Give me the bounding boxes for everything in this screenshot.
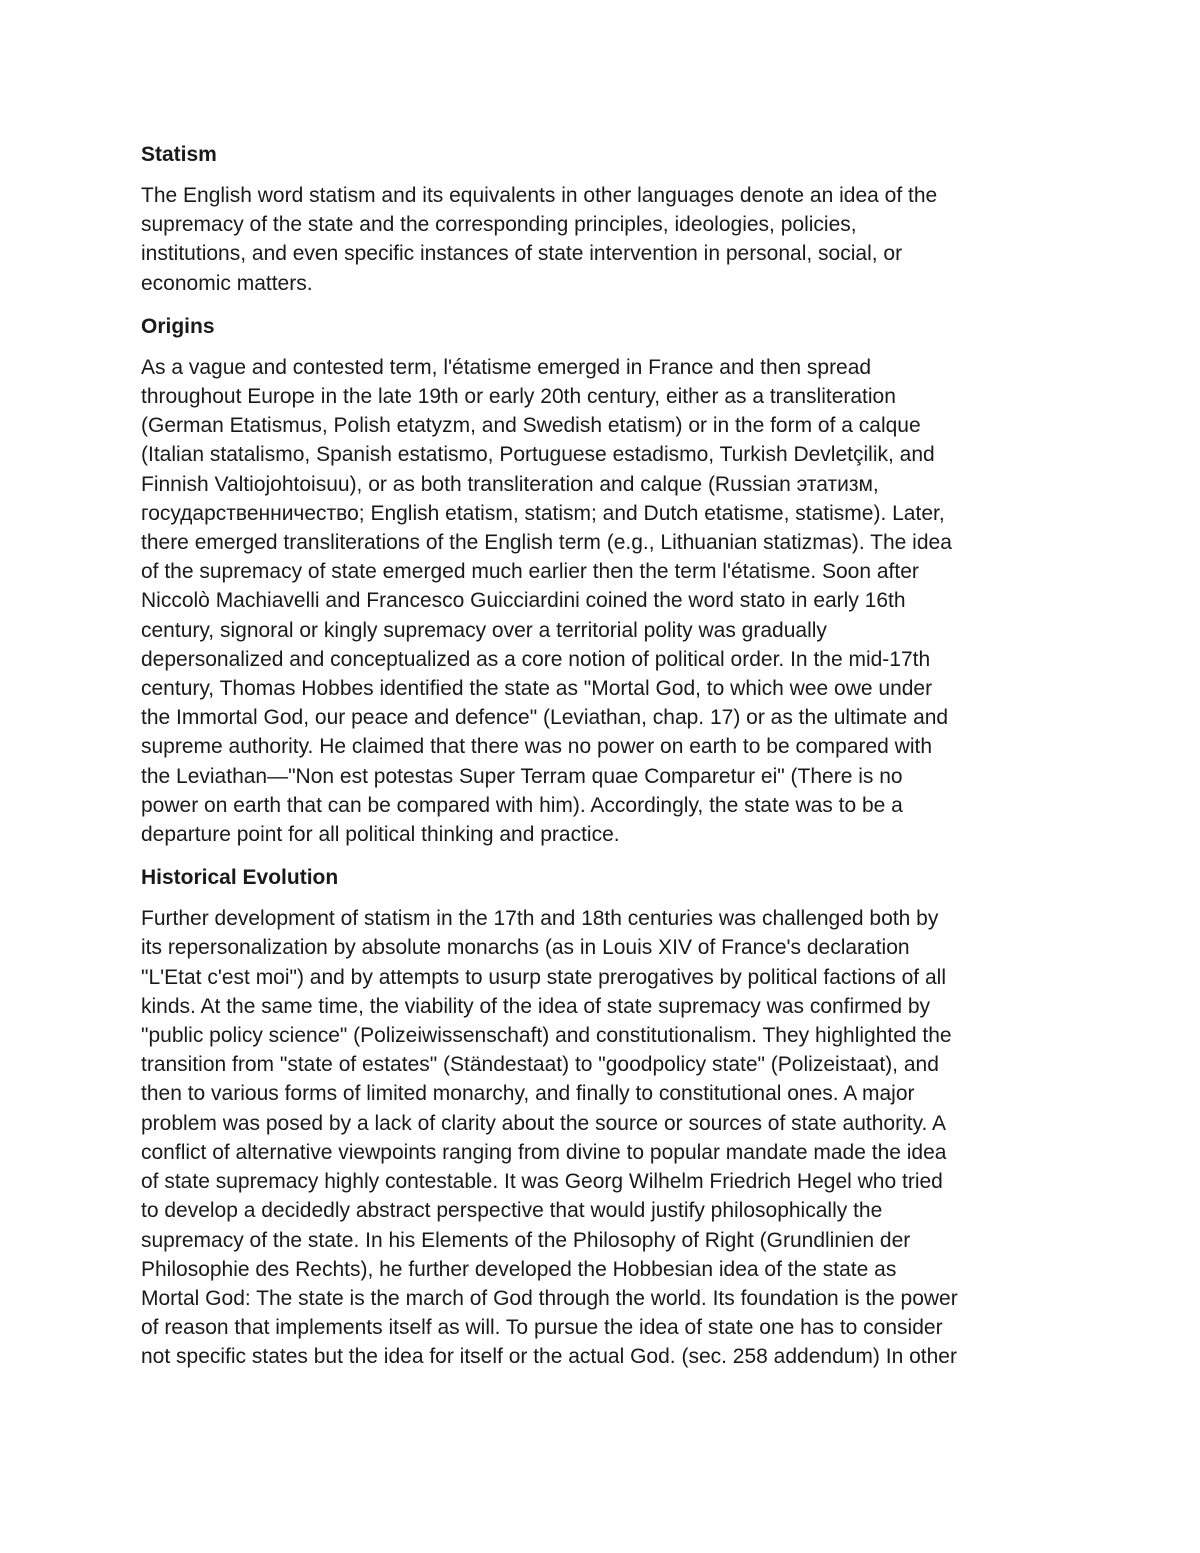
section-origins [141, 312, 1061, 849]
section-paragraph: Further development of statism in the 17th and 18th centuries was challenged both by its repersonalization by absolute monarchs (as in Louis XIV of France's declaration "L'Etat c'est moi") and by attempts to usurp state prerogatives by political factions of all kinds. At the same time, the viability of the idea of state supremacy was confirmed by "public policy science" (Polizeiwissenschaft) and constitutionalism. They highlighted the transition from "state of estates" (Ständestaat) to "goodpolicy state" (Polizeistaat), and then to various forms of limited monarchy, and finally to constitutional ones. A major problem was posed by a lack of clarity about the source or sources of state authority. A conflict of alternative viewpoints ranging from divine to popular mandate made the idea of state supremacy highly contestable. It was Georg Wilhelm Friedrich Hegel who tried to develop a decidedly abstract perspective that would justify philosophically the supremacy of the state. In his Elements of the Philosophy of Right (Grundlinien der Philosophie des Rechts), he further developed the Hobbesian idea of the state as Mortal God: The state is the march of God through the world. Its foundation is the power of reason that implements itself as will. To pursue the idea of state one has to consider not specific states but the idea for itself or the actual God. (sec. 258 addendum) In other [141, 907, 958, 1369]
document-page [141, 140, 1061, 1386]
section-heading: Origins [141, 314, 215, 338]
section-heading: Historical Evolution [141, 866, 339, 890]
section-paragraph: As a vague and contested term, l'étatisme emerged in France and then spread throughout Europe in the late 19th or early 20th century, either as a transliteration (German Etatismus, Polish etatyzm, and Swedish etatism) or in the form of a calque (Italian statalismo, Spanish estatismo, Portuguese estadismo, Turkish Devletçilik, and Finnish Valtiojohtoisuu), or as both transliteration and calque (Russian этатизм, государственничество; English etatism, statism; and Dutch etatisme, statisme). Later, there emerged transliterations of the English term (e.g., Lithuanian statizmas). The idea of the supremacy of state emerged much earlier then the term l'étatisme. Soon after Niccolò Machiavelli and Francesco Guicciardini coined the word stato in early 16th century, signoral or kingly supremacy over a territorial polity was gradually depersonalized and conceptualized as a core notion of political order. In the mid-17th century, Thomas Hobbes identified the state as "Mortal God, to which wee owe under the Immortal God, our peace and defence" (Leviathan, chap. 17) or as the ultimate and supreme authority. He claimed that there was no power on earth to be compared with the Leviathan—"Non est potestas Super Terram quae Comparetur ei" (There is no power on earth that can be compared with him). Accordingly, the state was to be a departure point for all political thinking and practice. [141, 355, 952, 847]
section-heading: Statism [141, 143, 217, 166]
section-historical-evolution [141, 863, 1061, 1371]
section-paragraph: The English word statism and its equivalents in other languages denote an idea of the supremacy of the state and the corresponding principles, ideologies, policies, institutions, and even specific instances of state intervention in personal, social, or economic matters. [141, 184, 938, 295]
section-statism [141, 140, 1061, 298]
